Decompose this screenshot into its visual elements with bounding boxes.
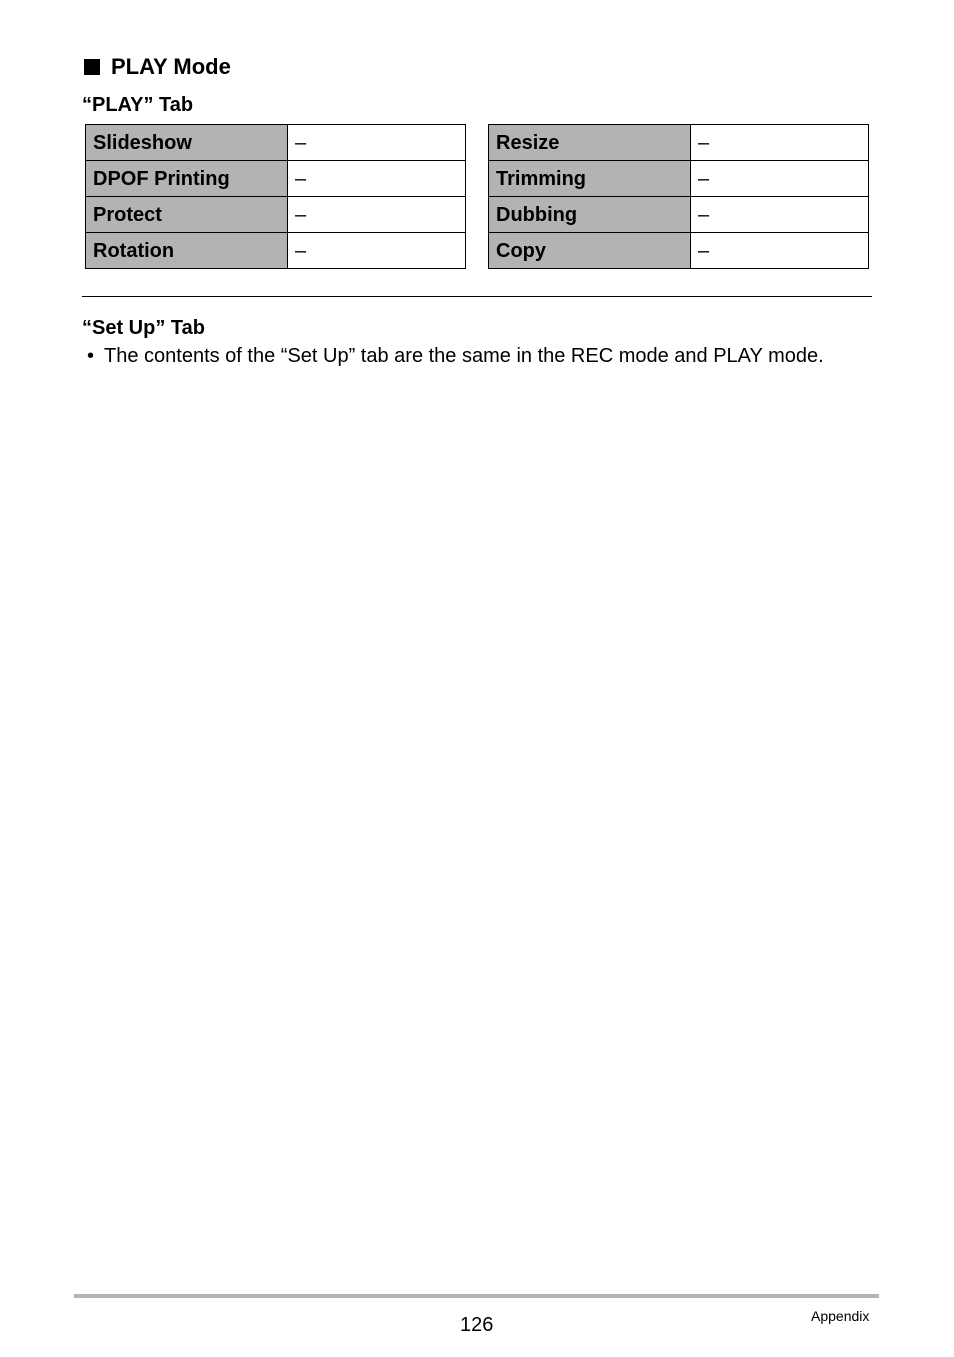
table-row	[86, 125, 466, 161]
section-divider	[82, 296, 872, 297]
setting-label: Dubbing	[489, 197, 691, 233]
mode-heading	[84, 53, 231, 81]
play-tab-table-left	[85, 124, 466, 269]
setting-value: –	[288, 197, 466, 233]
table-row	[86, 233, 466, 269]
setting-value: –	[691, 233, 869, 269]
setting-label: Protect	[86, 197, 288, 233]
table-row	[489, 233, 869, 269]
setup-tab-note-text: The contents of the “Set Up” tab are the same in the REC mode and PLAY mode.	[104, 345, 824, 367]
square-bullet-icon	[84, 59, 100, 75]
setting-label: Resize	[489, 125, 691, 161]
table-row	[86, 197, 466, 233]
mode-heading-title: PLAY Mode	[111, 54, 231, 79]
table-row	[489, 161, 869, 197]
setting-value: –	[691, 197, 869, 233]
setting-value: –	[691, 125, 869, 161]
setup-tab-note	[87, 344, 824, 368]
setting-label: Trimming	[489, 161, 691, 197]
setting-label: Copy	[489, 233, 691, 269]
setting-value: –	[288, 125, 466, 161]
footer-section-name: Appendix	[811, 1308, 870, 1324]
table-row	[489, 197, 869, 233]
setting-value: –	[288, 233, 466, 269]
setting-value: –	[288, 161, 466, 197]
setting-label: Slideshow	[86, 125, 288, 161]
page-number: 126	[460, 1314, 494, 1336]
setting-label: DPOF Printing	[86, 161, 288, 197]
table-row	[489, 125, 869, 161]
table-row	[86, 161, 466, 197]
setup-tab-heading: “Set Up” Tab	[82, 317, 205, 339]
footer-rule	[74, 1294, 879, 1298]
bullet-icon: •	[87, 345, 95, 367]
play-tab-table-right	[488, 124, 869, 269]
setting-value: –	[691, 161, 869, 197]
play-tab-heading: “PLAY” Tab	[82, 94, 194, 116]
setting-label: Rotation	[86, 233, 288, 269]
